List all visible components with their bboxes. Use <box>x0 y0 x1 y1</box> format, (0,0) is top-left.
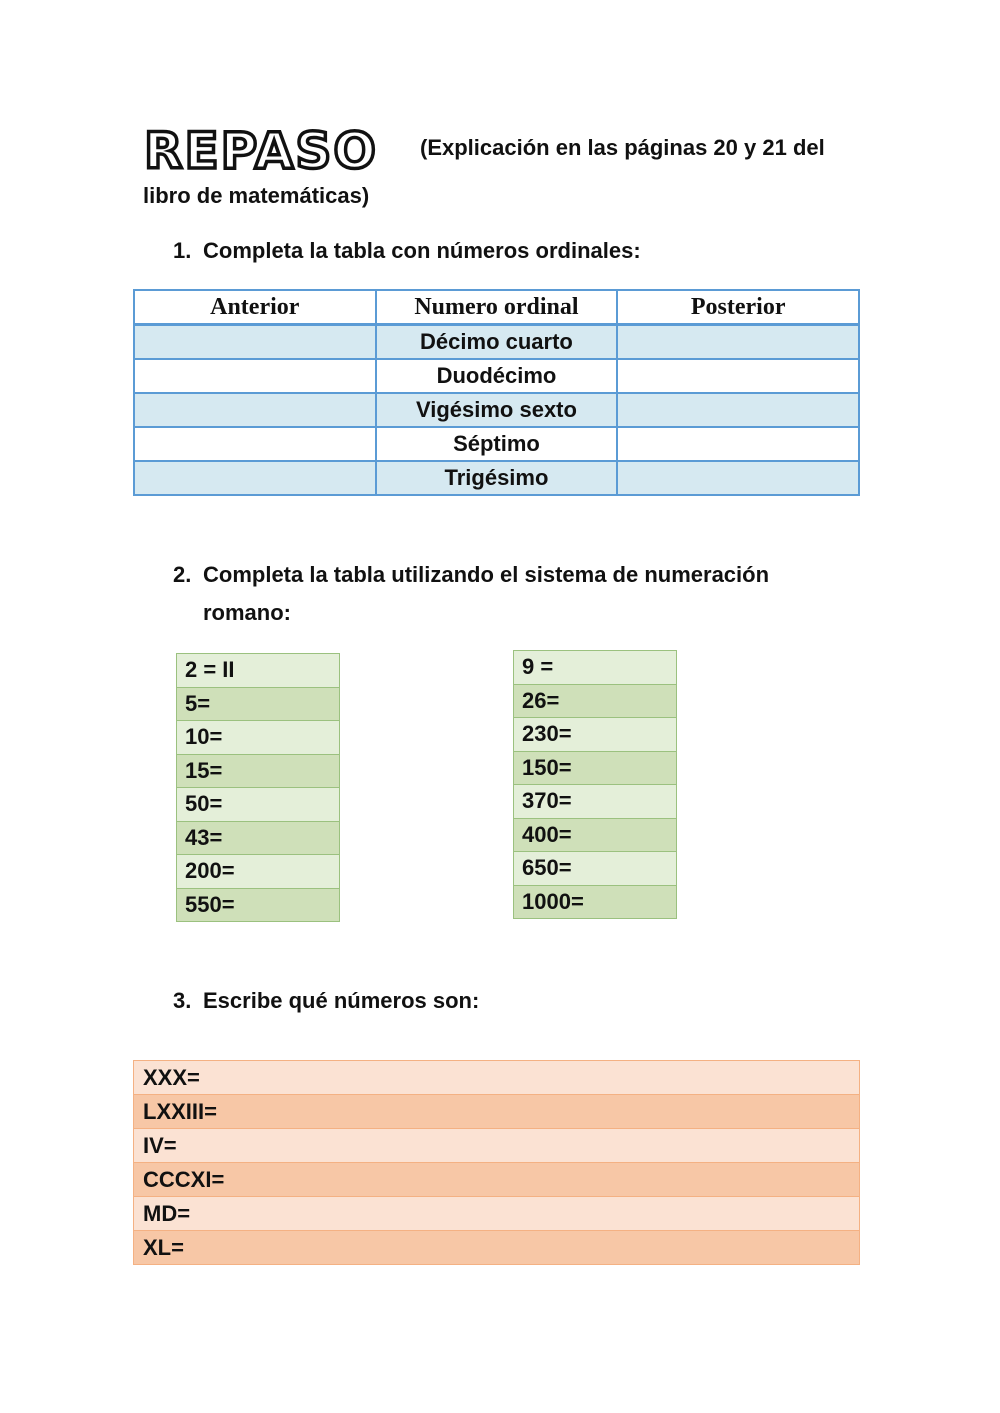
table-row <box>134 325 859 360</box>
ordinal-cell: Séptimo <box>376 427 618 461</box>
table-row <box>177 888 340 922</box>
roman-table-right <box>513 650 677 919</box>
question-1-number: 1. <box>173 238 192 263</box>
table-row <box>134 1231 860 1265</box>
roman-cell[interactable]: 1000= <box>514 885 677 919</box>
column-anterior: Anterior <box>134 290 376 325</box>
posterior-cell[interactable] <box>617 427 859 461</box>
table-row <box>514 684 677 718</box>
question-3-title: Escribe qué números son: <box>203 988 480 1013</box>
table-row <box>134 1197 860 1231</box>
table-row <box>134 1163 860 1197</box>
roman-table-left <box>176 653 340 922</box>
roman-number-cell[interactable]: XXX= <box>134 1061 860 1095</box>
roman-cell[interactable]: 5= <box>177 687 340 721</box>
table-row <box>134 393 859 427</box>
roman-number-cell[interactable]: CCCXI= <box>134 1163 860 1197</box>
roman-cell[interactable]: 150= <box>514 751 677 785</box>
ordinal-cell: Trigésimo <box>376 461 618 495</box>
question-1-title: Completa la tabla con números ordinales: <box>203 238 641 263</box>
roman-cell[interactable]: 26= <box>514 684 677 718</box>
roman-cell[interactable]: 10= <box>177 721 340 755</box>
question-2-number: 2. <box>173 562 192 587</box>
table-row <box>177 721 340 755</box>
roman-cell[interactable]: 43= <box>177 821 340 855</box>
roman-cell[interactable]: 9 = <box>514 651 677 685</box>
repaso-logo <box>140 118 402 178</box>
table-row <box>134 1095 860 1129</box>
table-row <box>177 754 340 788</box>
ordinal-cell: Décimo cuarto <box>376 325 618 360</box>
table-row <box>134 1061 860 1095</box>
ordinal-table <box>133 289 860 496</box>
posterior-cell[interactable] <box>617 393 859 427</box>
posterior-cell[interactable] <box>617 461 859 495</box>
table-row <box>514 852 677 886</box>
roman-cell[interactable]: 370= <box>514 785 677 819</box>
column-posterior: Posterior <box>617 290 859 325</box>
roman-cell[interactable]: 200= <box>177 855 340 889</box>
table-row <box>177 821 340 855</box>
subtitle-line1: (Explicación en las páginas 20 y 21 del <box>420 135 825 160</box>
table-row <box>134 359 859 393</box>
question-2-title-line1: Completa la tabla utilizando el sistema de numeración <box>203 562 770 587</box>
table-row <box>514 718 677 752</box>
roman-number-cell[interactable]: MD= <box>134 1197 860 1231</box>
column-numero-ordinal: Numero ordinal <box>376 290 618 325</box>
roman-cell[interactable]: 50= <box>177 788 340 822</box>
table-row <box>177 788 340 822</box>
question-3 <box>173 988 479 1014</box>
table-row <box>134 461 859 495</box>
anterior-cell[interactable] <box>134 325 376 360</box>
ordinal-table-header <box>134 290 859 325</box>
roman-cell[interactable]: 2 = II <box>177 654 340 688</box>
table-row <box>177 654 340 688</box>
question-2 <box>173 556 769 632</box>
roman-cell[interactable]: 400= <box>514 818 677 852</box>
posterior-cell[interactable] <box>617 325 859 360</box>
question-2-title-line2: romano: <box>203 600 291 625</box>
roman-number-cell[interactable]: IV= <box>134 1129 860 1163</box>
roman-number-cell[interactable]: LXXIII= <box>134 1095 860 1129</box>
posterior-cell[interactable] <box>617 359 859 393</box>
anterior-cell[interactable] <box>134 461 376 495</box>
question-3-number: 3. <box>173 988 192 1013</box>
roman-cell[interactable]: 230= <box>514 718 677 752</box>
table-row <box>514 785 677 819</box>
table-row <box>177 855 340 889</box>
table-row <box>134 427 859 461</box>
roman-cell[interactable]: 15= <box>177 754 340 788</box>
anterior-cell[interactable] <box>134 427 376 461</box>
roman-cell[interactable]: 550= <box>177 888 340 922</box>
table-row <box>134 1129 860 1163</box>
roman-to-number-table <box>133 1060 860 1265</box>
table-row <box>177 687 340 721</box>
ordinal-cell: Vigésimo sexto <box>376 393 618 427</box>
table-row <box>514 651 677 685</box>
subtitle-line2: libro de matemáticas) <box>143 183 370 208</box>
question-1 <box>173 238 641 264</box>
anterior-cell[interactable] <box>134 359 376 393</box>
roman-number-cell[interactable]: XL= <box>134 1231 860 1265</box>
roman-cell[interactable]: 650= <box>514 852 677 886</box>
repaso-logo-text: REPASO <box>144 122 378 178</box>
table-row <box>514 751 677 785</box>
anterior-cell[interactable] <box>134 393 376 427</box>
table-row <box>514 885 677 919</box>
table-row <box>514 818 677 852</box>
ordinal-cell: Duodécimo <box>376 359 618 393</box>
